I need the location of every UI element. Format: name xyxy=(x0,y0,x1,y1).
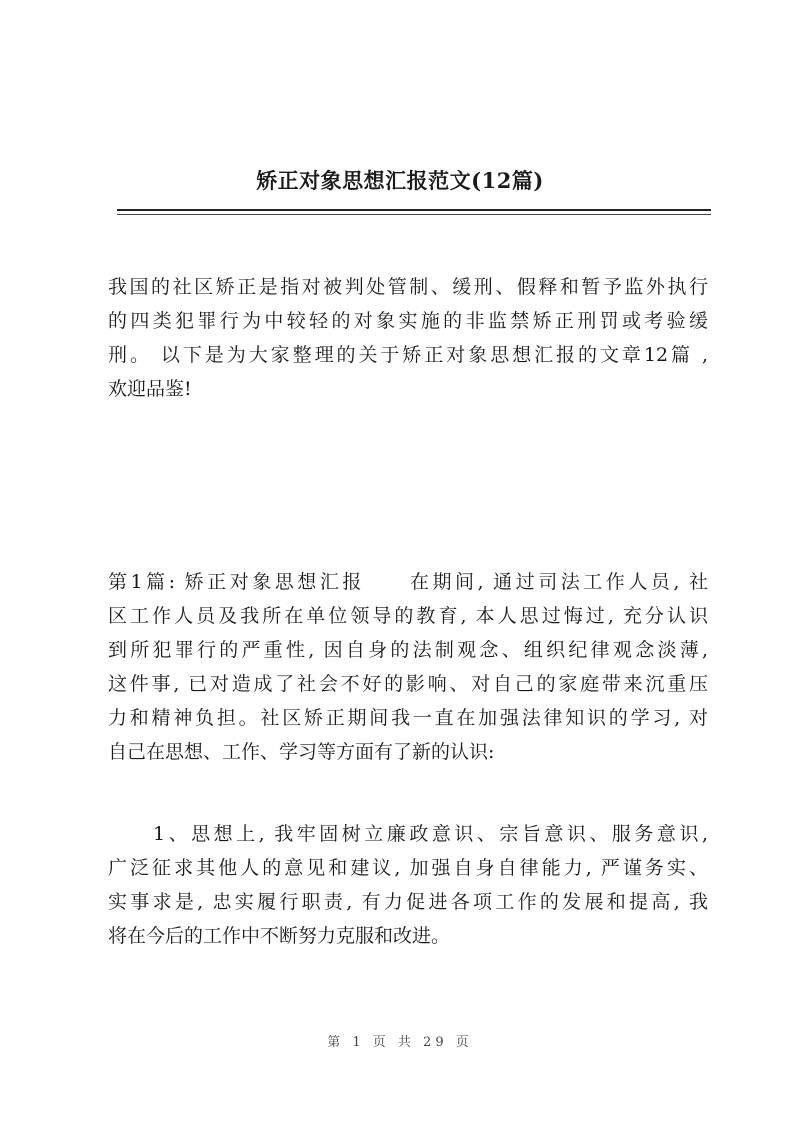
section-1-line: 自己在思想、工作、学习等方面有了新的认识: xyxy=(108,741,495,763)
section-1-line: 第1篇: 矫正对象思想汇报 在期间, 通过司法工作人员, 社 xyxy=(108,571,708,593)
section-1-line: 到所犯罪行的严重性, 因自身的法制观念、组织纪律观念淡薄, xyxy=(108,639,708,661)
point-1-line: 实事求是, 忠实履行职责, 有力促进各项工作的发展和提高, 我 xyxy=(108,891,708,913)
intro-line: 的四类犯罪行为中较轻的对象实施的非监禁矫正刑罚或考验缓 xyxy=(108,310,708,332)
document-title: 矫正对象思想汇报范文(12篇) xyxy=(256,168,544,193)
point-1-line: 将在今后的工作中不断努力克服和改进。 xyxy=(108,925,451,947)
section-1-line: 区工作人员及我所在单位领导的教育, 本人思过悔过, 充分认识 xyxy=(108,605,708,627)
title-rule-thick xyxy=(117,209,711,211)
point-1-paragraph xyxy=(108,817,708,953)
point-1-line: 广泛征求其他人的意见和建议, 加强自身自律能力, 严谨务实、 xyxy=(108,857,708,879)
intro-line: 刑。 以下是为大家整理的关于矫正对象思想汇报的文章12篇 , xyxy=(108,344,708,366)
point-1-line: 1、思想上, 我牢固树立廉政意识、宗旨意识、服务意识, xyxy=(108,823,708,845)
page-footer: 第 1 页 共 29 页 xyxy=(327,1035,473,1050)
section-1-line: 力和精神负担。社区矫正期间我一直在加强法律知识的学习, 对 xyxy=(108,707,708,729)
title-rule-thin xyxy=(117,214,711,215)
intro-paragraph xyxy=(108,270,708,406)
section-1-paragraph xyxy=(108,565,708,769)
intro-line: 我国的社区矫正是指对被判处管制、缓刑、假释和暂予监外执行 xyxy=(108,276,708,298)
section-1-line: 这件事, 已对造成了社会不好的影响、对自己的家庭带来沉重压 xyxy=(108,673,708,695)
intro-line: 欢迎品鉴! xyxy=(108,378,192,400)
